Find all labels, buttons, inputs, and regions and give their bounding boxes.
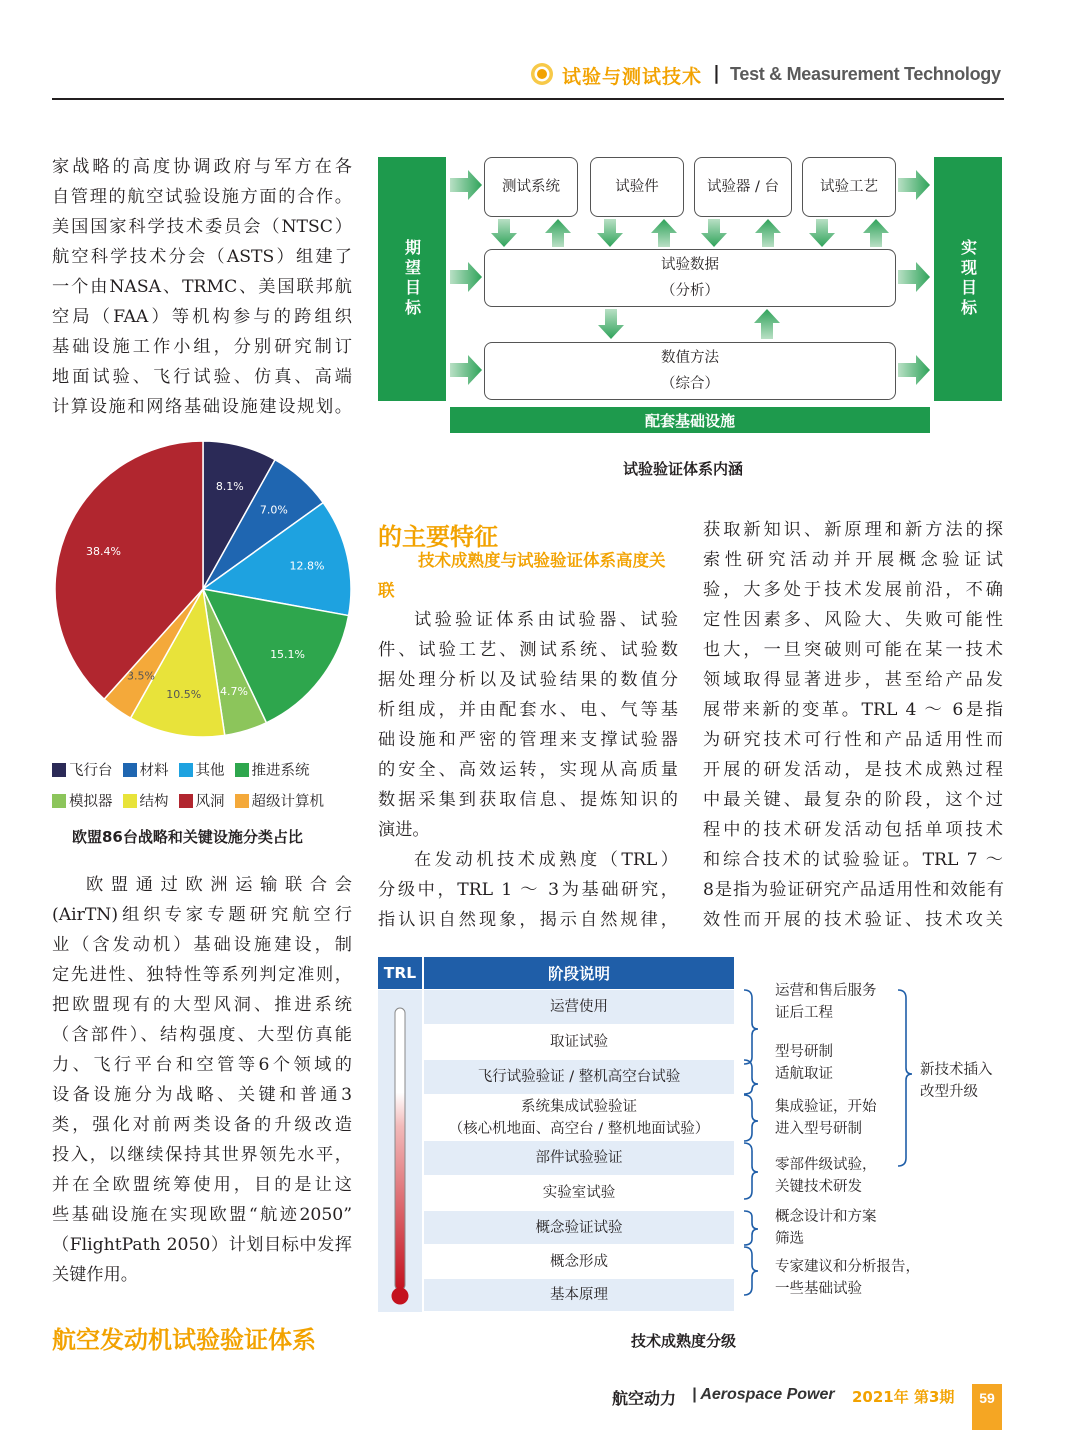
- trl-row-sublabel: （核心机地面、高空台 / 整机地面试验）: [448, 1120, 710, 1137]
- header-rule: [52, 98, 1004, 100]
- pie-data-label: 8.1%: [215, 479, 244, 493]
- legend-item: [52, 759, 113, 780]
- text-line: 获取新知识、新原理和新方法的探: [703, 520, 1003, 540]
- diagram-left-label: 期望目标: [402, 239, 422, 319]
- diagram-arrows: [378, 157, 1004, 435]
- subheading-text: 技术成熟度与试验验证体系高度关联: [378, 551, 666, 600]
- diagram-bottom-label: 配套基础设施: [644, 411, 735, 430]
- diagram-box-label: 试验器 / 台: [706, 179, 780, 195]
- arrow-up-icon: [863, 219, 889, 247]
- text-line: 业（含发动机）基础设施建设，制: [52, 935, 352, 955]
- trl-stage-header-label: 阶段说明: [547, 965, 610, 983]
- legend-swatch: [123, 763, 137, 777]
- text-line: 些基础设施在实现欧盟“航迹2050”: [52, 1205, 352, 1225]
- diagram-caption: 试验验证体系内涵: [623, 460, 744, 478]
- section-heading: 航空发动机试验验证体系: [52, 1326, 316, 1354]
- arrow-up-icon: [545, 219, 571, 247]
- text-line: 一个由NASA、TRMC、美国联邦航: [52, 277, 352, 297]
- trl-note-line: 一些基础试验: [775, 1281, 862, 1297]
- arrow-down-icon: [491, 219, 517, 247]
- subheading: [378, 546, 678, 606]
- legend-swatch: [179, 794, 193, 808]
- legend-swatch: [235, 794, 249, 808]
- text-line: 把欧盟现有的大型风洞、推进系统: [52, 995, 352, 1015]
- text-line: 自管理的航空试验设施方面的合作。: [52, 187, 352, 207]
- text-line: 的安全、高效运转，实现从高质量: [378, 760, 678, 780]
- arrow-right-icon: [898, 170, 930, 200]
- trl-row: [424, 1279, 734, 1312]
- text-line: 析组成，并由配套水、电、气等基: [378, 700, 678, 720]
- arrow-right-icon: [450, 170, 482, 200]
- legend-label: 模拟器: [69, 794, 113, 810]
- text-line: （含部件）、结构强度、大型仿真能: [52, 1025, 352, 1045]
- legend-item: [179, 759, 225, 780]
- col2-paragraph: [378, 605, 678, 935]
- trl-row-label: 运营使用: [550, 999, 608, 1015]
- trl-note: [775, 1206, 877, 1250]
- legend-row: [52, 754, 362, 785]
- legend-item: [123, 790, 169, 811]
- trl-note: [775, 1256, 920, 1300]
- text-line: 空局（FAA）等机构参与的跨组织: [52, 307, 352, 327]
- text-line: 设备设施分为战略、关键和普通3: [52, 1085, 352, 1105]
- diagram-right-label: 实现目标: [958, 239, 978, 319]
- text-line: 欧盟通过欧洲运输联合会: [86, 875, 352, 895]
- legend-item: [123, 759, 169, 780]
- diagram-box-label: 试验工艺: [820, 179, 878, 195]
- legend-swatch: [52, 763, 66, 777]
- text-line: 并在全欧盟统筹使用，目的是让这: [52, 1175, 352, 1195]
- trl-note-line: 筛选: [775, 1231, 804, 1247]
- legend-label: 结构: [139, 794, 169, 810]
- header-separator: |: [713, 62, 720, 84]
- diagram-box-label: （综合）: [661, 376, 719, 392]
- diagram-box-label: 试验件: [615, 179, 659, 195]
- trl-note-line: 关键技术研发: [775, 1179, 862, 1195]
- legend-label: 材料: [139, 763, 169, 779]
- legend-item: [52, 790, 113, 811]
- trl-note-line: 证后工程: [775, 1005, 833, 1021]
- text-line: 8是指为验证研究产品适用性和效能有: [703, 880, 1003, 900]
- pie-chart: [50, 436, 356, 742]
- text-line: 效性而开展的技术验证、技术攻关: [703, 910, 1003, 930]
- legend-swatch: [52, 794, 66, 808]
- trl-note: [775, 1041, 833, 1085]
- trl-header-cell: [378, 957, 422, 989]
- text-line: 定先进性、独特性等系列判定准则，: [52, 965, 352, 985]
- journal-issue: 2021年 第3期: [852, 1388, 955, 1406]
- text-line: (AirTN)组织专家专题研究航空行: [52, 905, 352, 925]
- col3-paragraph: [703, 515, 1003, 935]
- trl-header-label: TRL: [383, 964, 417, 982]
- text-line: 家战略的高度协调政府与军方在各: [52, 157, 352, 177]
- arrow-up-icon: [754, 309, 780, 339]
- text-line: 展带来新的变革。TRL 4 ～ 6是指: [703, 700, 1003, 720]
- diagram-box-label: 测试系统: [502, 179, 560, 195]
- arrow-right-icon: [898, 262, 930, 292]
- text-line: 试验验证体系由试验器、试验: [414, 610, 678, 630]
- text-line: 开展的研发活动，是技术成熟过程: [703, 760, 1003, 780]
- trl-row-label: 概念形成: [550, 1253, 608, 1270]
- legend-item: [235, 759, 310, 780]
- trl-outer-note: [920, 1059, 993, 1103]
- thermometer-icon: [388, 1006, 412, 1308]
- trl-row-label: 基本原理: [550, 1287, 608, 1303]
- legend-swatch: [123, 794, 137, 808]
- trl-note-line: 改型升级: [920, 1084, 978, 1100]
- pie-data-label: 7.0%: [259, 503, 288, 517]
- diagram-box-label: 数值方法: [661, 350, 719, 366]
- text-line: 指认识自然现象，揭示自然规律，: [378, 910, 678, 930]
- text-line: 领域取得显著进步，甚至给产品发: [703, 670, 1003, 690]
- section-title-en: Test & Measurement Technology: [730, 64, 1001, 84]
- text-line: 投入，以继续保持其世界领先水平，: [52, 1145, 352, 1165]
- text-line: 和综合技术的试验验证。TRL 7 ～: [703, 850, 1003, 870]
- text-line: 关键作用。: [52, 1265, 138, 1285]
- trl-note: [775, 980, 877, 1024]
- pie-legend: [52, 754, 362, 816]
- section-title-cn: 试验与测试技术: [562, 66, 703, 88]
- text-line: 在发动机技术成熟度（TRL）: [414, 850, 678, 870]
- pie-data-label: 12.8%: [289, 559, 325, 573]
- arrow-up-icon: [755, 219, 781, 247]
- pie-data-label: 10.5%: [166, 687, 202, 701]
- trl-row-label: 部件试验验证: [535, 1150, 623, 1166]
- section-logo-icon: [530, 62, 554, 86]
- trl-note-line: 新技术插入: [920, 1062, 993, 1078]
- trl-row: [424, 1095, 734, 1141]
- arrow-down-icon: [597, 219, 623, 247]
- section-heading-continued: 的主要特征: [378, 523, 498, 551]
- pie-data-label: 3.5%: [126, 669, 155, 683]
- pie-data-label: 4.7%: [220, 684, 248, 698]
- text-line: 验，大多处于技术发展前沿，不确: [703, 580, 1003, 600]
- trl-row-label: 系统集成试验验证: [521, 1098, 637, 1115]
- journal-name-en: | Aerospace Power: [692, 1386, 835, 1403]
- text-line: 据处理分析以及试验结果的数值分: [378, 670, 678, 690]
- trl-row: [424, 1176, 734, 1211]
- trl-stage-header-cell: [424, 957, 734, 989]
- trl-row-label: 飞行试验验证 / 整机高空台试验: [477, 1069, 681, 1085]
- trl-note-line: 进入型号研制: [775, 1121, 862, 1137]
- text-line: （FlightPath 2050）计划目标中发挥: [52, 1235, 352, 1255]
- page-number: 59: [972, 1384, 1002, 1430]
- legend-label: 其他: [195, 763, 225, 779]
- legend-swatch: [179, 763, 193, 777]
- trl-note-line: 型号研制: [775, 1044, 833, 1060]
- text-line: 类，强化对前两类设备的升级改造: [52, 1115, 352, 1135]
- legend-row: [52, 785, 362, 816]
- text-line: 也大，一旦突破则可能在某一技术: [703, 640, 1003, 660]
- text-line: 件、试验工艺、测试系统、试验数: [378, 640, 678, 660]
- trl-note-line: 零部件级试验，: [775, 1157, 877, 1173]
- text-line: 程中的技术研发活动包括单项技术: [703, 820, 1003, 840]
- text-line: 为研究技术可行性和产品适用性而: [703, 730, 1003, 750]
- diagram-box-label: （分析）: [661, 283, 719, 299]
- pie-data-label: 15.1%: [270, 647, 306, 661]
- trl-note-line: 适航取证: [775, 1066, 833, 1082]
- trl-note-line: 运营和售后服务: [775, 983, 877, 999]
- text-line: 础设施和严密的管理来支撑试验器: [378, 730, 678, 750]
- trl-row-label: 取证试验: [550, 1034, 608, 1050]
- arrow-right-icon: [450, 355, 482, 385]
- pie-data-label: 38.4%: [86, 544, 121, 558]
- arrow-right-icon: [450, 262, 482, 292]
- trl-row-label: 概念验证试验: [535, 1219, 623, 1236]
- text-line: 定性因素多、风险大、失败可能性: [703, 610, 1003, 630]
- col1-bottom-paragraph: [52, 870, 352, 1290]
- text-line: 美国国家科学技术委员会（NTSC）: [52, 217, 352, 237]
- trl-row: [424, 1025, 734, 1060]
- trl-row-label: 实验室试验: [542, 1185, 616, 1201]
- legend-item: [179, 790, 225, 811]
- text-line: 基础设施工作小组，分别研究制订: [52, 337, 352, 357]
- journal-name-cn: 航空动力: [612, 1389, 677, 1408]
- trl-caption: 技术成熟度分级: [631, 1332, 737, 1350]
- col1-top-paragraph: [52, 152, 352, 422]
- trl-note: [775, 1154, 877, 1198]
- trl-row: [424, 1141, 734, 1176]
- text-line: 计算设施和网络基础设施建设规划。: [52, 397, 352, 417]
- trl-note-line: 概念设计和方案: [775, 1209, 877, 1225]
- arrow-up-icon: [651, 219, 677, 247]
- arrow-down-icon: [701, 219, 727, 247]
- text-line: 航空科学技术分会（ASTS）组建了: [52, 247, 352, 267]
- legend-swatch: [235, 763, 249, 777]
- legend-label: 超级计算机: [251, 794, 324, 810]
- text-line: 分级中，TRL 1 ～ 3为基础研究，: [378, 880, 678, 900]
- legend-label: 推进系统: [251, 763, 310, 779]
- trl-row: [424, 990, 734, 1025]
- text-line: 中最关键、最复杂的阶段，这个过: [703, 790, 1003, 810]
- diagram-box-label: 试验数据: [661, 257, 719, 273]
- text-line: 索性研究活动并开展概念验证试: [703, 550, 1003, 570]
- text-line: 力、飞行平台和空管等6个领域的: [52, 1055, 352, 1075]
- verification-system-diagram: [378, 157, 1004, 435]
- text-line: 演进。: [378, 820, 430, 840]
- trl-row: [424, 1211, 734, 1245]
- trl-row: [424, 1245, 734, 1279]
- text-line: 数据采集到获取信息、提炼知识的: [378, 790, 678, 810]
- trl-row: [424, 1060, 734, 1095]
- legend-item: [235, 790, 325, 811]
- trl-note-line: 专家建议和分析报告，: [775, 1259, 920, 1275]
- pie-caption: 欧盟86台战略和关键设施分类占比: [72, 828, 303, 846]
- trl-note-line: 集成验证，开始: [775, 1099, 877, 1115]
- trl-note: [775, 1096, 877, 1140]
- legend-label: 风洞: [195, 794, 225, 810]
- arrow-down-icon: [809, 219, 835, 247]
- legend-label: 飞行台: [69, 763, 113, 779]
- arrow-down-icon: [598, 309, 624, 339]
- arrow-right-icon: [898, 355, 930, 385]
- text-line: 地面试验、飞行试验、仿真、高端: [52, 367, 352, 387]
